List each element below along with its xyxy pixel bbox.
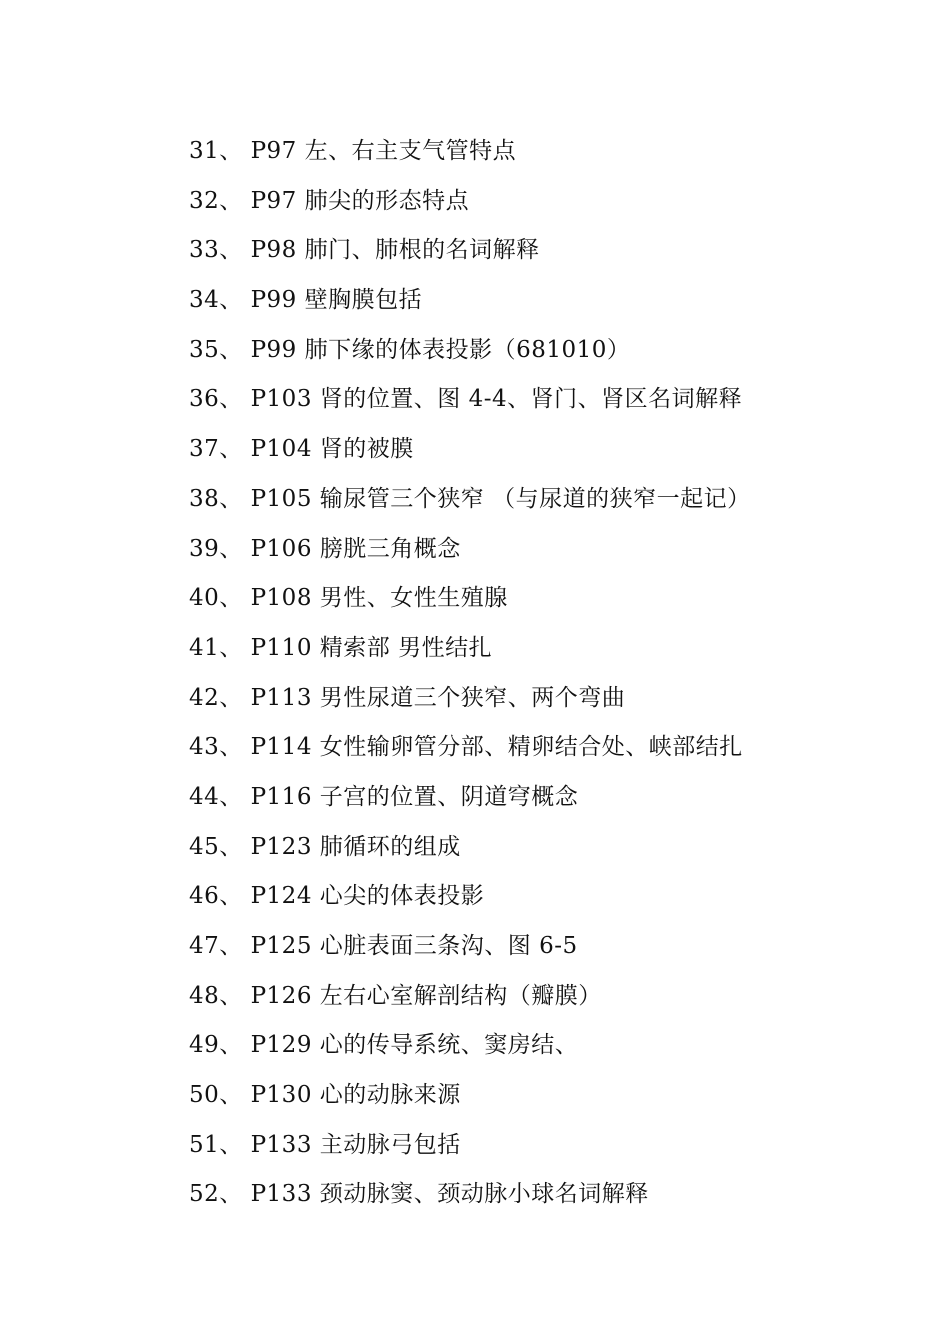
list-item: 44、 P116 子宫的位置、阴道穹概念 xyxy=(189,783,579,810)
list-item: 48、 P126 左右心室解剖结构（瓣膜） xyxy=(189,982,602,1009)
list-item: 46、 P124 心尖的体表投影 xyxy=(189,883,485,910)
list-item: 34、 P99 壁胸膜包括 xyxy=(189,287,423,314)
list-item: 31、 P97 左、右主支气管特点 xyxy=(189,138,517,164)
list-item: 33、 P98 肺门、肺根的名词解释 xyxy=(189,237,540,264)
list-item: 45、 P123 肺循环的组成 xyxy=(189,833,461,860)
list-item: 40、 P108 男性、女性生殖腺 xyxy=(189,585,508,612)
list-item: 42、 P113 男性尿道三个狭窄、两个弯曲 xyxy=(189,684,626,711)
list-item: 41、 P110 精索部 男性结扎 xyxy=(189,634,493,661)
study-point-list xyxy=(189,129,751,1222)
list-item: 50、 P130 心的动脉来源 xyxy=(189,1082,461,1109)
list-item: 32、 P97 肺尖的形态特点 xyxy=(189,187,470,214)
list-item: 38、 P105 输尿管三个狭窄 （与尿道的狭窄一起记） xyxy=(189,485,751,512)
list-item: 36、 P103 肾的位置、图 4-4、肾门、肾区名词解释 xyxy=(189,386,743,413)
list-item: 39、 P106 膀胱三角概念 xyxy=(189,535,461,562)
list-item: 49、 P129 心的传导系统、窦房结、 xyxy=(189,1032,579,1059)
list-item: 35、 P99 肺下缘的体表投影（681010） xyxy=(189,336,631,363)
list-item: 43、 P114 女性输卵管分部、精卵结合处、峡部结扎 xyxy=(189,734,743,761)
list-item: 37、 P104 肾的被膜 xyxy=(189,436,414,463)
list-item: 47、 P125 心脏表面三条沟、图 6-5 xyxy=(189,933,578,959)
list-item: 51、 P133 主动脉弓包括 xyxy=(189,1131,461,1158)
list-item: 52、 P133 颈动脉窦、颈动脉小球名词解释 xyxy=(189,1181,649,1208)
